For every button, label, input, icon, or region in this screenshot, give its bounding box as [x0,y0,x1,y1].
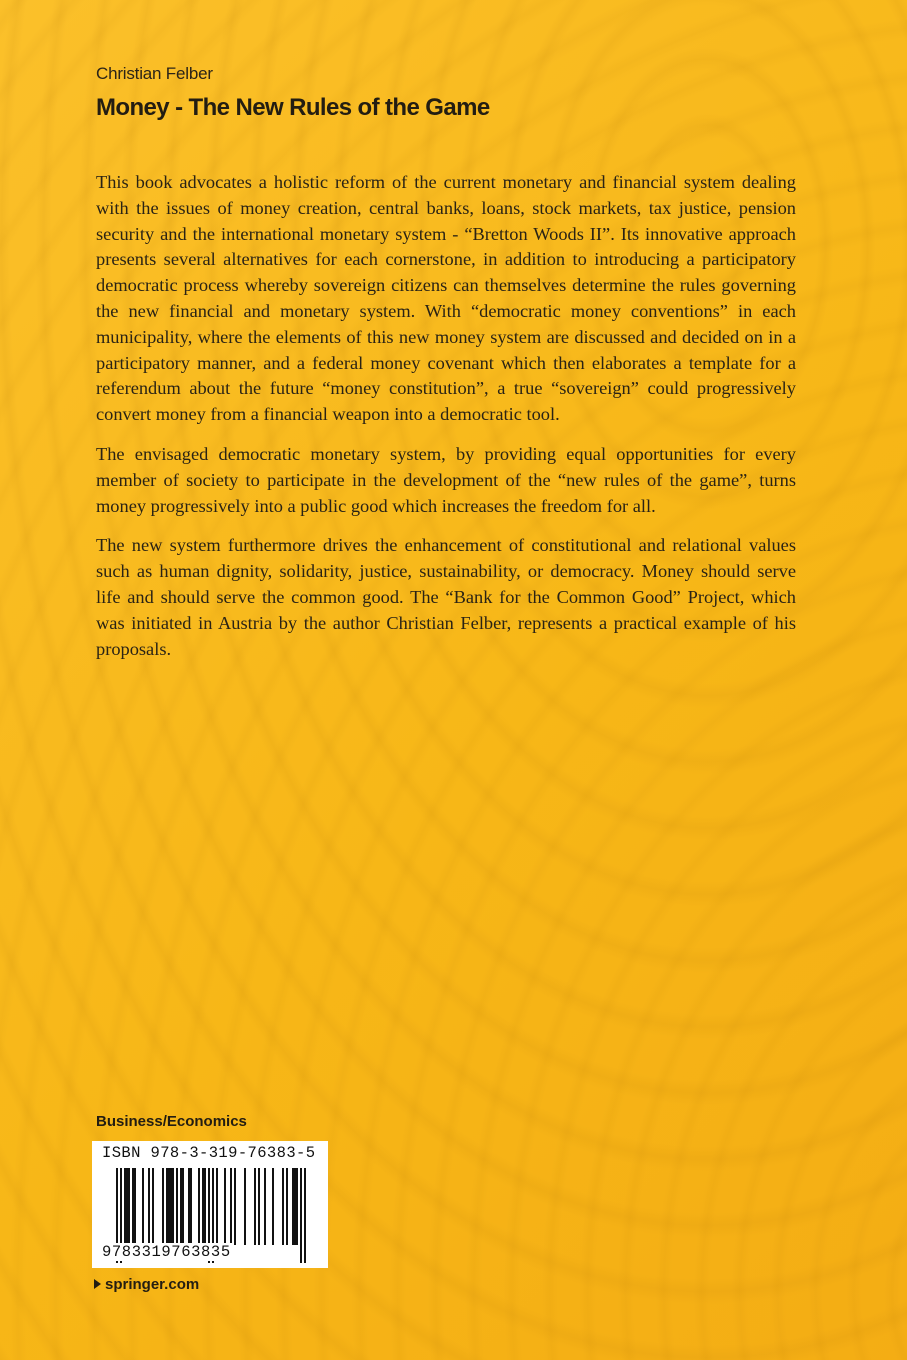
barcode-bar [292,1168,294,1245]
description-paragraph: This book advocates a holistic reform of the current monetary and financial system dealing with the issues of money creation, central banks, loans, stock markets, tax justice, pension security and the international monetary system - “Bretton Woods II”. Its innovative approach presents several alternatives for each cornerstone, in addition to introducing a participatory democratic process whereby sovereign citizens can themselves determine the rules governing the new financial and monetary system. With “democratic money conventions” in each municipality, where the elements of this new money system are discussed and decided on in a participatory manner, and a federal money covenant which then elaborates a template for a referendum about the future “money constitution”, a true “sovereign” could progressively convert money from a financial weapon into a democratic tool. [96,172,796,425]
barcode-bar [294,1168,296,1245]
publisher-url: springer.com [105,1276,200,1293]
barcode-bar [272,1168,274,1245]
publisher-link[interactable] [94,1276,199,1293]
barcode-bar [286,1168,288,1245]
barcode-bar [282,1168,284,1245]
barcode-bar [190,1168,192,1245]
barcode-bar [188,1168,190,1245]
barcode-bar [300,1168,302,1263]
barcode-bar [230,1168,232,1245]
barcode-bar [296,1168,298,1245]
barcode-bar [152,1168,154,1245]
barcode-bar [134,1168,136,1245]
barcode-bar [166,1168,168,1245]
barcode-bar [132,1168,134,1245]
barcode-bar [124,1168,126,1245]
barcode-bar [162,1168,164,1245]
book-description [96,170,796,676]
barcode-bar [182,1168,184,1245]
book-title: Money - The New Rules of the Game [96,94,490,121]
barcode-bar [170,1168,172,1245]
description-paragraph: The envisaged democratic monetary system, by providing equal opportunities for every member of society to participate in the development of the “new rules of the game”, turns money progressively into a public good which increases the freedom for all. [96,443,796,516]
barcode-bar [216,1168,218,1245]
isbn-barcode [92,1141,328,1268]
isbn-label: ISBN 978-3-319-76383-5 [102,1144,316,1162]
barcode-bar [304,1168,306,1263]
barcode-bar [176,1168,178,1245]
barcode-bar [148,1168,150,1245]
barcode-bar [244,1168,246,1245]
arrow-right-icon [94,1279,101,1289]
barcode-bar [254,1168,256,1245]
barcode-bar [142,1168,144,1245]
barcode-bar [172,1168,174,1245]
subject-category: Business/Economics [96,1113,247,1130]
barcode-bar [180,1168,182,1245]
barcode-bar [128,1168,130,1245]
barcode-bar [202,1168,204,1245]
barcode-bar [258,1168,260,1245]
barcode-bar [198,1168,200,1245]
author-name: Christian Felber [96,64,213,83]
ean-digits: 9783319763835 [102,1243,231,1261]
barcode-bar [204,1168,206,1245]
barcode-bar [224,1168,226,1245]
barcode-bar [126,1168,128,1245]
barcode-bar [234,1168,236,1245]
barcode-bar [264,1168,266,1245]
description-paragraph: The new system furthermore drives the enhancement of constitutional and relational values such as human dignity, solidarity, justice, sustainability, or democracy. Money should serve life and should serve the common good. The “Bank for the Common Good” Project, which was initiated in Austria by the author Christian Felber, represents a practical example of his proposals. [96,535,796,659]
barcode-bar [168,1168,170,1245]
